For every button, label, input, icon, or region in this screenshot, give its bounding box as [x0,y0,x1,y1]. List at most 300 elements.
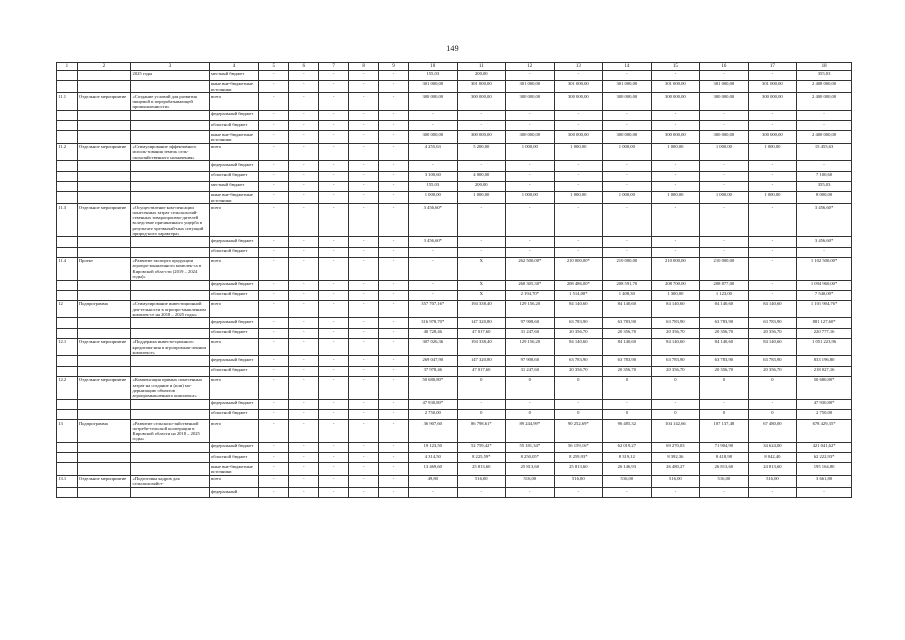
table-cell: - [379,93,409,111]
table-cell: - [603,161,652,171]
table-cell: - [506,110,555,120]
table-cell [131,290,209,300]
table-cell [57,237,78,247]
table-cell: - [603,171,652,181]
table-cell: - [554,399,603,409]
table-cell: 8 392,36 [651,452,700,462]
table-cell [77,366,131,376]
budget-table [56,62,852,498]
table-cell: - [379,80,409,92]
page-number: 149 [446,44,459,53]
table-cell [77,171,131,181]
table-cell: - [349,80,379,92]
table-cell: - [349,488,379,498]
table-cell [57,121,78,131]
table-cell: - [349,328,379,338]
table-cell: - [379,463,409,475]
table-cell: - [259,181,289,191]
table-cell: 0 [603,409,652,419]
table-cell: 1 101 904,76* [797,300,852,318]
table-cell: 881 127,60* [797,318,852,328]
table-cell: - [379,257,409,280]
table-cell: - [554,237,603,247]
table-cell [57,318,78,328]
table-cell: 194 338,40 [457,300,506,318]
table-cell: 0 [651,376,700,399]
table-row [57,409,852,419]
table-cell [131,280,209,290]
table-cell [77,328,131,338]
table-cell: 300 000,00 [409,131,458,143]
table-cell: - [349,121,379,131]
table-cell: - [349,475,379,487]
table-cell: - [319,290,349,300]
table-cell: - [289,121,319,131]
table-cell: 19 123,50 [409,442,458,452]
table-cell: - [349,280,379,290]
table-cell: 26 813,60 [700,463,749,475]
table-cell: 84 140,60 [554,338,603,356]
table-cell [57,70,78,80]
column-number: 12 [506,63,555,71]
table-cell: 300 000,00 [748,131,797,143]
table-cell: 155,03 [409,70,458,80]
table-cell [77,70,131,80]
table-cell: 1 000,00 [603,143,652,161]
table-cell: - [349,338,379,356]
table-cell: 1 000,00 [603,191,652,203]
table-cell: 5 200,00 [457,143,506,161]
table-cell: - [349,131,379,143]
table-cell [131,80,209,92]
table-cell: - [319,80,349,92]
table-cell: 300 000,00 [651,93,700,111]
column-number: 18 [797,63,852,71]
table-cell: - [379,121,409,131]
table-cell: - [409,247,458,257]
table-cell [57,247,78,257]
table-cell: 0 [554,409,603,419]
table-cell: федеральный бюджет [209,110,259,120]
table-cell: 84 140,60 [603,338,652,356]
table-cell: 8 418,98 [700,452,749,462]
table-cell: федеральный бюджет [209,356,259,366]
table-cell: областной бюджет [209,366,259,376]
table-cell [131,171,209,181]
table-cell: 3 456,60* [409,204,458,237]
table-cell: - [506,171,555,181]
table-cell: 11.4 [57,257,78,280]
table-cell: 0 [603,376,652,399]
table-cell: - [379,318,409,328]
table-cell: - [506,70,555,80]
table-cell: - [319,247,349,257]
table-cell: - [319,399,349,409]
table-cell: - [700,171,749,181]
table-cell: - [319,328,349,338]
table-cell: всего [209,300,259,318]
table-cell: областной бюджет [209,328,259,338]
table-cell: 63 783,90 [700,318,749,328]
table-cell: - [259,143,289,161]
table-cell: Отдельное мероприятие [77,475,131,487]
table-cell [77,409,131,419]
table-cell: 421 041,62* [797,442,852,452]
table-cell: - [319,488,349,498]
table-cell: 2 194,70* [506,290,555,300]
table-body [57,63,852,498]
table-cell: 155,03 [409,181,458,191]
table-cell [57,356,78,366]
table-cell: - [506,237,555,247]
table-cell: - [289,399,319,409]
table-cell: 3 661,80 [797,475,852,487]
table-cell: 301 000,00 [506,80,555,92]
table-cell: - [554,121,603,131]
table-cell: 1 000,00 [651,191,700,203]
table-cell: - [603,399,652,409]
table-cell [57,80,78,92]
table-cell: 357 707,16* [409,300,458,318]
table-row [57,366,852,376]
table-cell: - [289,70,319,80]
table-cell: 84 140,60 [603,300,652,318]
table-cell: 8 319,12 [603,452,652,462]
table-cell: - [349,181,379,191]
table-cell: 7 540,00* [797,290,852,300]
table-cell: - [379,376,409,399]
table-cell: - [349,237,379,247]
table-cell: - [409,161,458,171]
table-cell: 1 408,30 [603,290,652,300]
table-cell: - [457,399,506,409]
table-cell: - [506,204,555,237]
table-cell: 84 140,60 [748,338,797,356]
table-cell: 0 [748,376,797,399]
table-row [57,161,852,171]
table-cell [57,181,78,191]
table-cell: 0 [700,376,749,399]
table-cell [57,452,78,462]
table-cell: - [748,121,797,131]
table-cell: - [603,110,652,120]
table-cell: - [289,280,319,290]
table-cell [57,110,78,120]
table-cell: - [259,475,289,487]
table-row [57,442,852,452]
table-cell: 301 000,00 [457,80,506,92]
table-cell: - [457,161,506,171]
table-cell: - [506,161,555,171]
table-cell: - [319,121,349,131]
table-cell: - [651,161,700,171]
table-cell: - [349,366,379,376]
table-cell: - [259,328,289,338]
table-cell: 516,00 [603,475,652,487]
table-cell [131,463,209,475]
table-cell: 218 027,16 [797,366,852,376]
table-cell: 40 728,46 [409,328,458,338]
table-cell: - [554,161,603,171]
table-cell: - [554,488,603,498]
table-row [57,110,852,120]
table-cell: - [554,181,603,191]
table-cell: - [319,338,349,356]
table-cell: - [349,70,379,80]
table-cell: 8 259,93* [554,452,603,462]
table-cell [77,399,131,409]
table-cell: 49,80 [409,475,458,487]
table-cell: - [554,204,603,237]
table-cell: 63 783,90 [554,356,603,366]
table-cell: - [289,171,319,181]
table-cell: - [457,237,506,247]
table-cell: 26 480,27 [651,463,700,475]
table-cell: - [379,328,409,338]
table-cell: - [603,488,652,498]
table-cell: 63 783,90 [603,318,652,328]
table-cell: 1 102 500,00* [797,257,852,280]
table-cell: - [259,356,289,366]
table-cell: 24 813,60 [748,463,797,475]
table-cell: - [259,131,289,143]
table-cell: 11.3 [57,204,78,237]
table-cell: 1 000,00 [409,191,458,203]
table-cell: - [379,488,409,498]
table-cell: 301 000,00 [651,80,700,92]
table-cell: 300 000,00 [700,131,749,143]
table-cell: 220 777,16 [797,328,852,338]
table-cell: областной бюджет [209,452,259,462]
table-cell: 20 356,70 [700,366,749,376]
table-cell: - [319,442,349,452]
column-number: 4 [209,63,259,71]
table-row [57,143,852,161]
table-cell: 210 000,00 [700,257,749,280]
table-cell: 20 356,70 [700,328,749,338]
table-cell: «Создание условий для развития пищевой и перерабатывающей промышленности» [131,93,209,111]
table-row [57,419,852,442]
table-cell: - [379,290,409,300]
table-cell: - [748,110,797,120]
table-row [57,280,852,290]
table-cell: - [289,257,319,280]
table-cell: 1 051 223,96 [797,338,852,356]
table-cell [131,366,209,376]
table-cell [77,290,131,300]
table-cell: - [349,442,379,452]
table-cell: - [603,237,652,247]
table-cell: - [748,280,797,290]
table-cell: «Стимулирование инвестиционной дея-тельности в агропро-мышленном комплек-се на 2018 – 2025 годы» [131,300,209,318]
table-cell: - [349,399,379,409]
table-cell: - [289,475,319,487]
table-cell: - [319,366,349,376]
table-cell: Подпрограмма [77,419,131,442]
table-cell [57,463,78,475]
table-cell: 3 456,60* [797,204,852,237]
table-cell: 516,00 [457,475,506,487]
table-cell: Отдельное мероприятие [77,376,131,399]
table-cell: 26 146,93 [603,463,652,475]
table-row [57,121,852,131]
table-cell: - [319,191,349,203]
table-cell: - [379,143,409,161]
table-row [57,376,852,399]
table-cell: 55 181,34* [506,442,555,452]
table-cell [77,161,131,171]
table-cell: Отдельное мероприятие [77,204,131,237]
table-cell: 300 000,00 [651,131,700,143]
table-cell: «Развитие сельскохо-зяйственной потреби-тельской кооперации в Кировской области на 2018 – 2025 годы» [131,419,209,442]
table-cell: всего [209,93,259,111]
table-cell: 7 100,60 [797,171,852,181]
table-cell: - [349,318,379,328]
table-cell: федеральный бюджет [209,161,259,171]
column-number: 3 [131,63,209,71]
table-cell: - [603,70,652,80]
table-cell: - [259,70,289,80]
table-cell: - [748,290,797,300]
table-cell: - [651,247,700,257]
table-cell: 8 225,59* [457,452,506,462]
table-cell: X [457,290,506,300]
table-cell: 47 930,80* [409,399,458,409]
column-number: 8 [349,63,379,71]
table-cell: 208 877,00 [700,280,749,290]
table-cell: - [259,237,289,247]
table-cell: 20 356,70 [651,328,700,338]
table-cell: 63 783,90 [748,318,797,328]
table-cell: 1 000,00 [506,191,555,203]
table-cell: - [259,171,289,181]
table-cell: 516,00 [506,475,555,487]
table-cell: - [748,204,797,237]
table-cell [131,237,209,247]
table-cell: 89 244,99* [506,419,555,442]
table-cell: 90 252,69* [554,419,603,442]
table-cell: - [409,290,458,300]
table-cell: - [603,204,652,237]
table-cell: - [651,171,700,181]
table-cell: - [289,318,319,328]
table-cell: областной бюджет [209,290,259,300]
table-cell: 307 026,36 [409,338,458,356]
table-cell: 13 469,60 [409,463,458,475]
column-number: 16 [700,63,749,71]
table-cell: 97 908,60 [506,356,555,366]
table-cell: - [349,376,379,399]
column-number: 14 [603,63,652,71]
table-cell: 355,03 [797,181,852,191]
table-cell: - [259,318,289,328]
table-cell: - [259,290,289,300]
table-cell: - [748,237,797,247]
table-cell: 0 [506,376,555,399]
table-cell: - [259,121,289,131]
table-cell: 20 356,70 [554,366,603,376]
table-cell: 8 000,00 [797,191,852,203]
table-cell: - [289,181,319,191]
table-cell: 0 [506,409,555,419]
table-cell [131,488,209,498]
table-cell: - [319,376,349,399]
table-cell: - [289,143,319,161]
table-cell: - [409,488,458,498]
table-cell: - [319,237,349,247]
table-cell: - [289,328,319,338]
table-cell: - [748,171,797,181]
table-cell [77,121,131,131]
table-cell: - [319,475,349,487]
table-cell: Подпрограмма [77,300,131,318]
table-cell: 107 137,48 [700,419,749,442]
table-cell: иные вне-бюджетные источники [209,463,259,475]
table-cell: - [259,110,289,120]
table-cell: - [379,442,409,452]
table-cell: 84 140,60 [700,300,749,318]
table-cell [131,247,209,257]
table-cell: Отдельное мероприятие [77,143,131,161]
table-cell [131,442,209,452]
table-cell: X [457,280,506,290]
table-cell: - [289,161,319,171]
table-cell: всего [209,419,259,442]
table-cell [57,409,78,419]
table-cell: 0 [748,409,797,419]
column-number: 7 [319,63,349,71]
table-cell: - [259,409,289,419]
table-cell: 1 094 960,00* [797,280,852,290]
table-cell: - [319,257,349,280]
table-cell: 12.2 [57,376,78,399]
table-cell: - [289,419,319,442]
table-cell: 3 456,60* [797,237,852,247]
table-cell: - [379,237,409,247]
table-cell: 63 783,90 [651,318,700,328]
table-cell: 300 000,00 [700,93,749,111]
table-cell: - [349,143,379,161]
table-cell [57,328,78,338]
table-cell: 516,00 [651,475,700,487]
table-cell [77,110,131,120]
table-cell: 63 783,90 [603,356,652,366]
table-cell: - [319,280,349,290]
table-cell: иные вне-бюджетные источники [209,131,259,143]
table-cell: 269 047,90 [409,356,458,366]
table-row [57,93,852,111]
table-cell: 300 000,00 [748,93,797,111]
table-cell: 195 164,80 [797,463,852,475]
table-cell: всего [209,376,259,399]
table-cell: 301 000,00 [409,80,458,92]
table-cell: 210 000,00 [651,257,700,280]
table-cell: 47 017,60 [457,366,506,376]
table-cell: - [457,247,506,257]
table-cell: 1 123,00 [700,290,749,300]
table-cell: 37 978,46 [409,366,458,376]
table-cell [77,181,131,191]
table-cell: областной бюджет [209,247,259,257]
table-cell: федеральный бюджет [209,442,259,452]
table-cell: - [349,409,379,419]
column-number: 1 [57,63,78,71]
table-cell: - [289,409,319,419]
table-cell: 1 000,00 [748,191,797,203]
table-cell: 210 000,00* [554,257,603,280]
table-cell [57,442,78,452]
table-cell: - [349,204,379,237]
